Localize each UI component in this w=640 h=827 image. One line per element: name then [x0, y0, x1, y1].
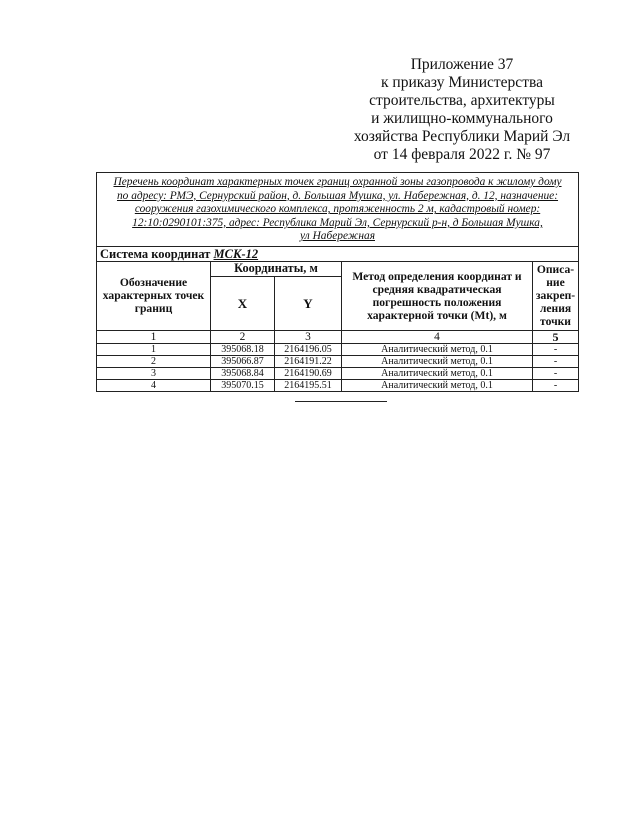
header-line: Приложение 37 — [410, 56, 514, 73]
column-number: 4 — [342, 330, 533, 343]
column-number: 5 — [533, 330, 579, 343]
y-cell: 2164195.51 — [275, 379, 342, 391]
appendix-header — [336, 56, 588, 164]
header-text: Описа- — [536, 263, 575, 277]
header-line: строительства, архитектуры — [369, 92, 555, 109]
point-cell: 3 — [97, 367, 211, 379]
header-line: к приказу Министерства — [381, 74, 543, 91]
header-text: Обозначение — [119, 276, 188, 290]
header-line: и жилищно-коммунального — [371, 110, 553, 127]
header-text: точки — [540, 315, 571, 329]
header-coordinates: Координаты, м — [211, 261, 342, 276]
point-cell: 4 — [97, 379, 211, 391]
header-description — [533, 261, 579, 330]
header-method — [342, 261, 533, 330]
method-cell: Аналитический метод, 0.1 — [342, 343, 533, 355]
y-cell: 2164190.69 — [275, 367, 342, 379]
header-line: от 14 февраля 2022 г. № 97 — [373, 146, 551, 163]
table-title-line: 12:10:0290101:375, адрес: Республика Марий Эл, Сернурский р-н, д Большая Мушка, — [132, 216, 543, 229]
y-cell: 2164196.05 — [275, 343, 342, 355]
column-number: 3 — [275, 330, 342, 343]
table-row — [97, 343, 579, 355]
description-cell: - — [533, 379, 579, 391]
header-text: ления — [539, 302, 572, 316]
coordinates-table — [96, 172, 579, 392]
table-row — [97, 379, 579, 391]
header-text: погрешность положения — [372, 295, 502, 309]
method-cell: Аналитический метод, 0.1 — [342, 379, 533, 391]
table-title-line: ул Набережная — [300, 230, 375, 243]
column-number: 2 — [211, 330, 275, 343]
table-title-line: Перечень координат характерных точек границ охранной зоны газопровода к жилому дому — [113, 176, 562, 188]
description-cell: - — [533, 355, 579, 367]
signature-divider-line — [295, 401, 387, 402]
table-title-line: сооружения газохимического комплекса, протяженность 2 м, кадастровый номер: — [134, 203, 541, 216]
header-x: X — [211, 276, 275, 330]
column-numbers-row — [97, 330, 579, 343]
header-point-designation — [97, 261, 211, 330]
point-cell: 2 — [97, 355, 211, 367]
header-text: ние — [546, 276, 565, 290]
x-cell: 395068.84 — [211, 367, 275, 379]
method-cell: Аналитический метод, 0.1 — [342, 367, 533, 379]
description-cell: - — [533, 343, 579, 355]
point-cell: 1 — [97, 343, 211, 355]
header-text: средняя квадратическая — [372, 282, 502, 296]
header-text: границ — [134, 302, 173, 316]
header-text: характерных точек — [102, 289, 205, 303]
header-text: Метод определения координат и — [352, 269, 522, 283]
x-cell: 395070.15 — [211, 379, 275, 391]
x-cell: 395068.18 — [211, 343, 275, 355]
method-cell: Аналитический метод, 0.1 — [342, 355, 533, 367]
header-y: Y — [275, 276, 342, 330]
table-row — [97, 355, 579, 367]
description-cell: - — [533, 367, 579, 379]
table-title — [97, 173, 579, 247]
table-title-line: по адресу: РМЭ, Сернурский район, д. Большая Мушка, ул. Набережная, д. 12, назначение: — [116, 189, 559, 202]
coordinate-system — [97, 246, 579, 261]
header-text: характерной точки (Mt), м — [367, 308, 507, 322]
coordinate-system-value: МСК-12 — [213, 246, 259, 261]
y-cell: 2164191.22 — [275, 355, 342, 367]
table-row — [97, 367, 579, 379]
x-cell: 395066.87 — [211, 355, 275, 367]
header-text: закреп- — [535, 289, 576, 303]
coordinate-system-label: Система координат — [100, 246, 211, 261]
header-line: хозяйства Республики Марий Эл — [353, 128, 571, 145]
column-number: 1 — [97, 330, 211, 343]
